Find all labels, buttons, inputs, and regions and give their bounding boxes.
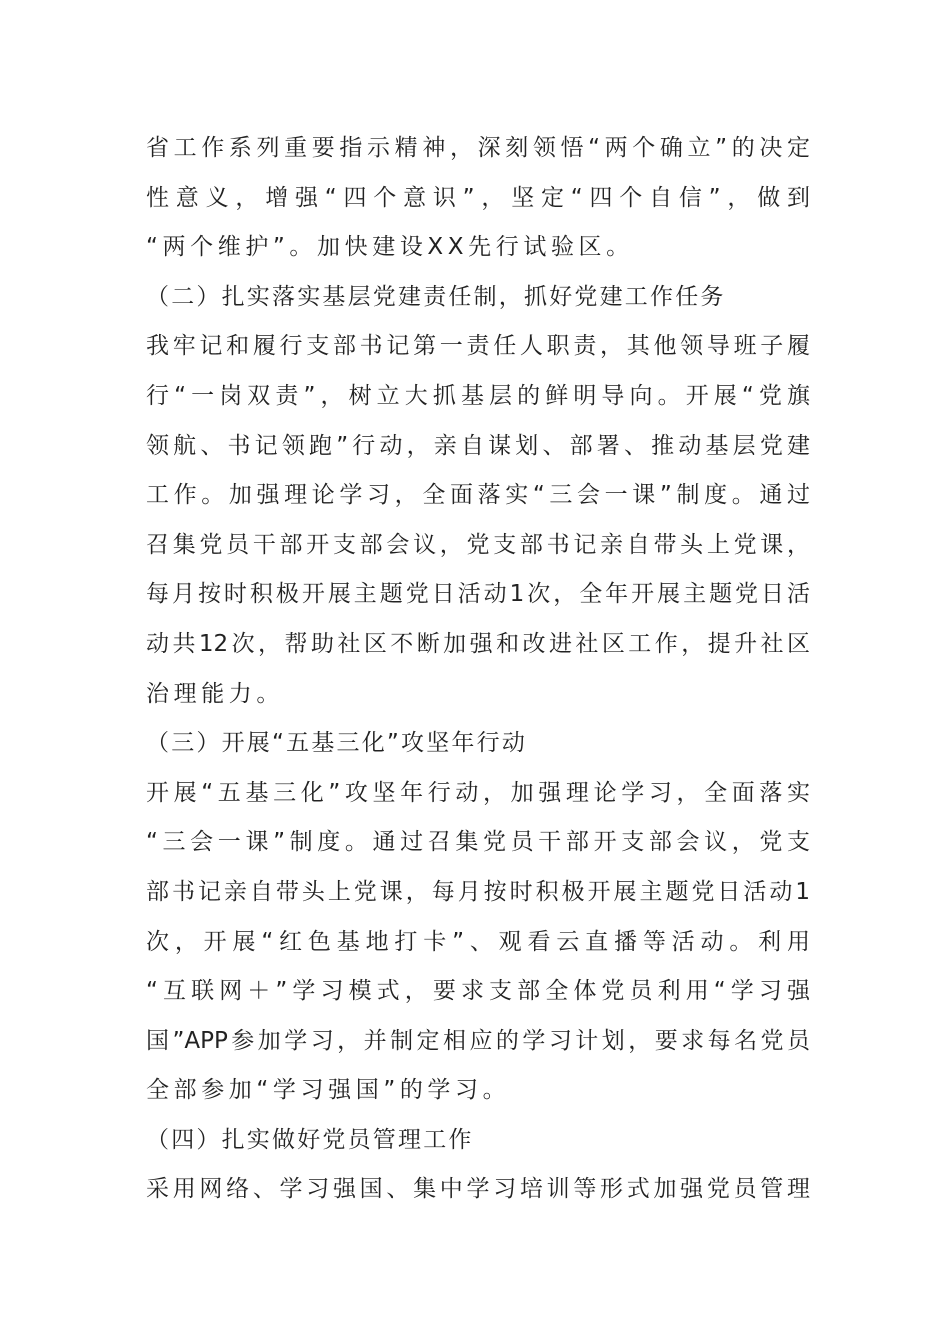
text-line: 省工作系列重要指示精神，深刻领悟“两个确立”的决定	[146, 135, 810, 161]
section-heading-3: （三）开展“五基三化”攻坚年行动	[146, 730, 528, 757]
paragraph-1	[146, 124, 810, 273]
text-line: “互联网＋”学习模式，要求支部全体党员利用“学习强	[146, 978, 810, 1005]
text-line: 采用网络、学习强国、集中学习培训等形式加强党员管理	[146, 1176, 810, 1203]
text-line: 召集党员干部开支部会议，党支部书记亲自带头上党课，	[146, 531, 810, 558]
section-heading-4: （四）扎实做好党员管理工作	[146, 1126, 474, 1153]
text-line: 行“一岗双责”，树立大抓基层的鲜明导向。开展“党旗	[146, 382, 810, 409]
text-line: 工作。加强理论学习，全面落实“三会一课”制度。通过	[146, 482, 810, 509]
document-body	[146, 124, 810, 1215]
paragraph-3	[146, 769, 810, 1116]
text-line: 性意义，增强“四个意识”，坚定“四个自信”，做到	[146, 184, 810, 211]
text-line: 领航、书记领跑”行动，亲自谋划、部署、推动基层党建	[146, 432, 810, 459]
section-heading-2: （二）扎实落实基层党建责任制，抓好党建工作任务	[146, 283, 726, 310]
text-line: 开展“五基三化”攻坚年行动，加强理论学习，全面落实	[146, 779, 810, 806]
paragraph-2	[146, 322, 810, 719]
text-line: 我牢记和履行支部书记第一责任人职责，其他领导班子履	[146, 333, 810, 360]
text-line: “两个维护”。加快建设XX先行试验区。	[146, 234, 634, 261]
text-line: 每月按时积极开展主题党日活动1次，全年开展主题党日活	[146, 581, 810, 608]
text-line: “三会一课”制度。通过召集党员干部开支部会议，党支	[146, 829, 810, 856]
text-line: 动共12次，帮助社区不断加强和改进社区工作，提升社区	[146, 630, 810, 657]
text-line: 部书记亲自带头上党课，每月按时积极开展主题党日活动1	[146, 878, 810, 905]
text-line: 国”APP参加学习，并制定相应的学习计划，要求每名党员	[146, 1027, 810, 1054]
text-line: 全部参加“学习强国”的学习。	[146, 1077, 511, 1104]
text-line: 次，开展“红色基地打卡”、观看云直播等活动。利用	[146, 928, 810, 955]
text-line: 治理能力。	[146, 680, 284, 707]
paragraph-4	[146, 1165, 810, 1215]
